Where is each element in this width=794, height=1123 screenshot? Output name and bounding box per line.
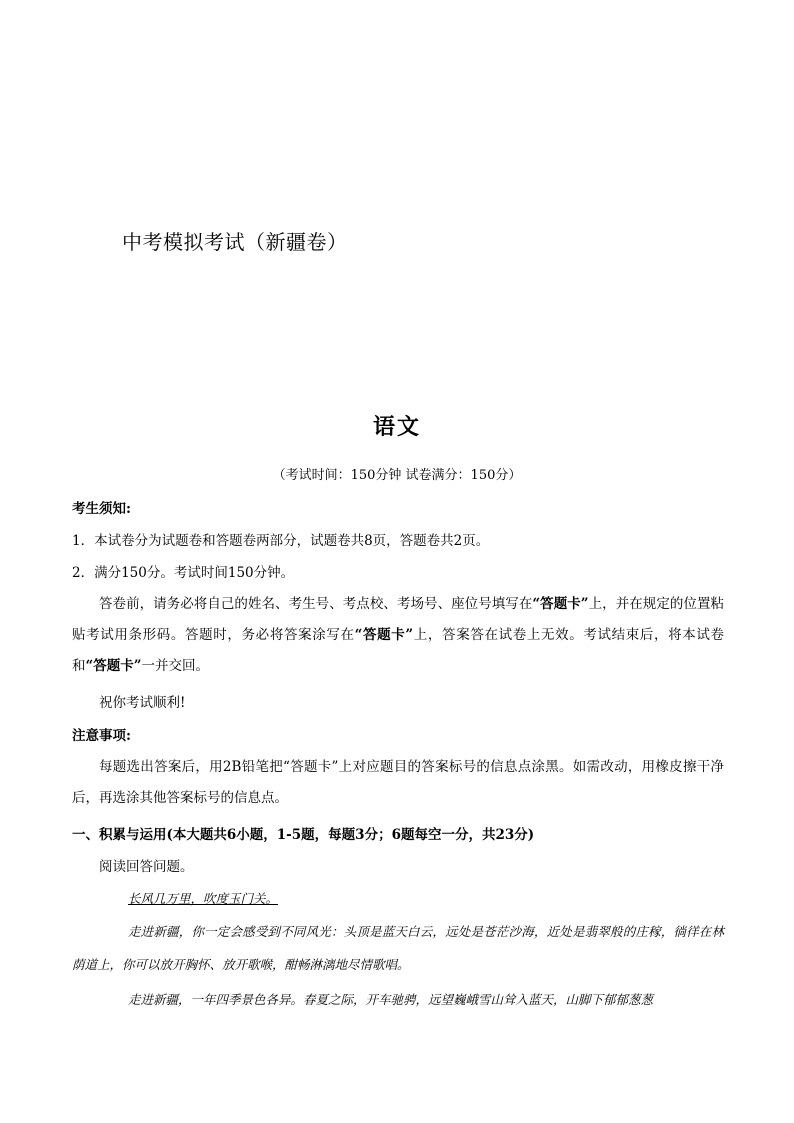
section1-instruction: 阅读回答问题。	[99, 859, 194, 875]
poem-line: 长风几万里，吹度玉门关。	[128, 891, 279, 906]
notice-item-1: 1．本试卷分为试题卷和答题卷两部分，试题卷共8页，答题卷共2页。	[72, 533, 490, 549]
notice-para-part3: 上，答案答在试卷上无效。考试结束后，将本试卷和	[72, 627, 725, 674]
attention-paragraph: 每题选出答案后，用2B铅笔把“答题卡”上对应题目的答案标号的信息点涂黑。如需改动，用橡皮擦干净后，再选涂其他答案标号的信息点。	[72, 759, 724, 806]
passage-paragraph-1: 走进新疆，你一定会感受到不同风光：头顶是蓝天白云，远处是苍茫沙海，近处是翡翠般的庄稼，徜徉在林荫道上，你可以放开胸怀、放开歌喉，酣畅淋漓地尽情歌唱。	[72, 924, 724, 972]
subject-title: 语文	[372, 415, 421, 440]
attention-heading: 注意事项:	[72, 728, 131, 744]
exam-title: 中考模拟考试（新疆卷）	[122, 230, 348, 254]
notice-para-part1: 答卷前，请务必将自己的姓名、考生号、考点校、考场号、座位号填写在	[99, 596, 533, 612]
notice-para-part4: 一并交回。	[141, 658, 210, 674]
notice-heading: 考生须知:	[72, 501, 131, 517]
good-luck-wish: 祝你考试顺利!	[99, 695, 186, 711]
passage-paragraph-2: 走进新疆，一年四季景色各异。春夏之际，开车驰骋，远望巍峨雪山耸入蓝天，山脚下郁郁葱葱	[128, 992, 654, 1007]
exam-info: （考试时间：150分钟 试卷满分：150分）	[272, 468, 522, 483]
answer-card-term: “答题卡”	[532, 596, 589, 612]
notice-paragraph	[72, 589, 724, 682]
answer-card-term: “答题卡”	[85, 658, 142, 674]
answer-card-term: “答题卡”	[354, 627, 414, 643]
notice-item-2: 2．满分150分。考试时间150分钟。	[72, 565, 295, 581]
section1-heading: 一、积累与运用(本大题共6小题，1-5题，每题3分；6题每空一分，共23分)	[72, 827, 535, 843]
notice-para-part2: 上，并在规定的位置粘贴考试用条形码。答题时，务必将答案涂写在	[72, 596, 725, 643]
